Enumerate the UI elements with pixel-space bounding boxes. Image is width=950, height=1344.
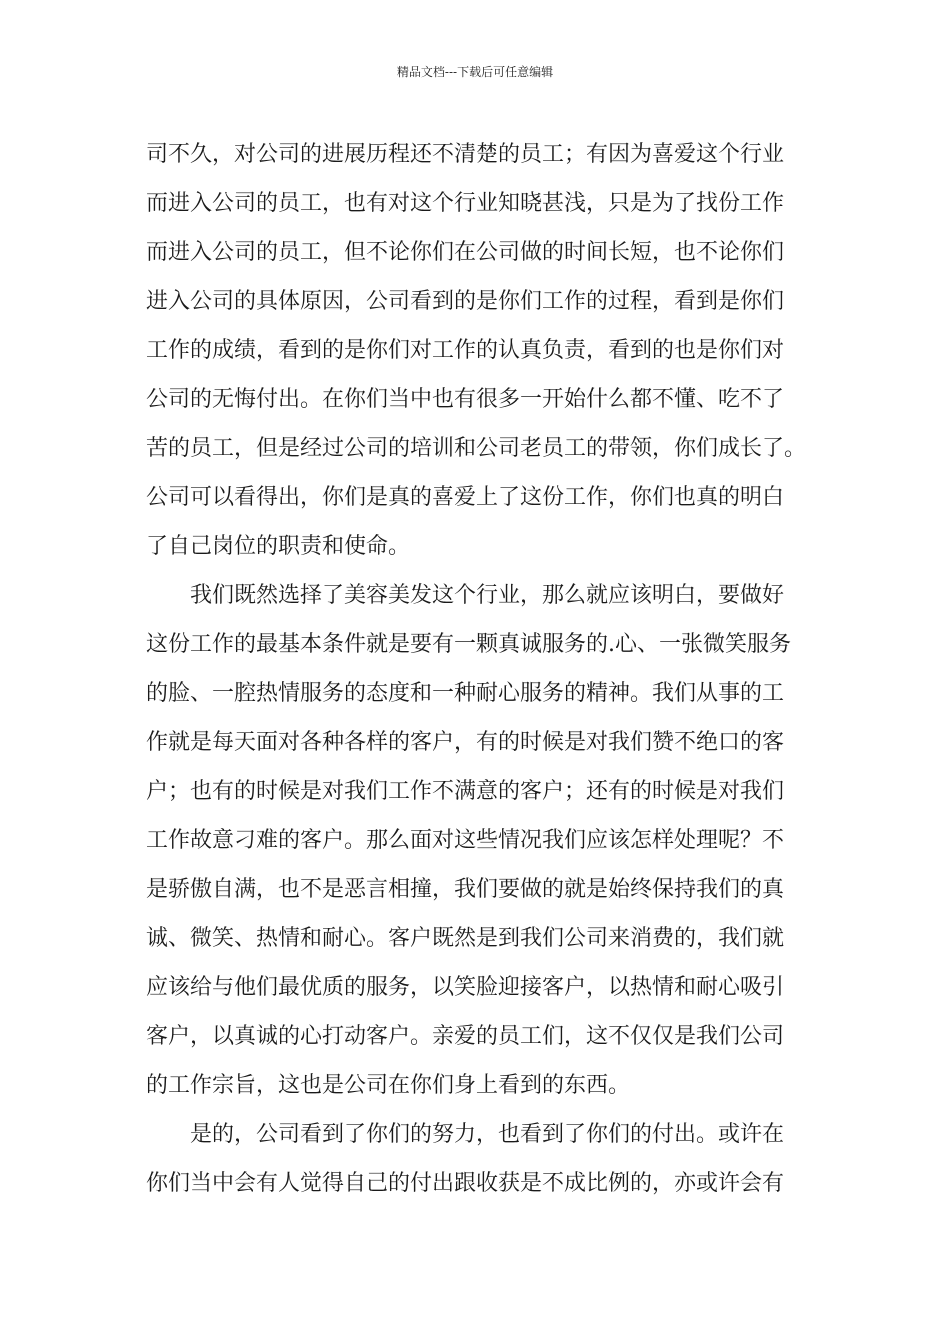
text-line: 公司可以看得出，你们是真的喜爱上了这份工作，你们也真的明白: [146, 485, 785, 510]
paragraph-3: [146, 1110, 816, 1208]
text-line: 应该给与他们最优质的服务，以笑脸迎接客户，以热情和耐心吸引: [146, 975, 785, 1000]
text-line: 是的，公司看到了你们的努力，也看到了你们的付出。或许在: [190, 1122, 785, 1147]
text-line: 客户，以真诚的心打动客户。亲爱的员工们，这不仅仅是我们公司: [146, 1024, 785, 1049]
text-line: 你们当中会有人觉得自己的付出跟收获是不成比例的，亦或许会有: [146, 1171, 785, 1196]
text-line: 诚、微笑、热情和耐心。客户既然是到我们公司来消费的，我们就: [146, 926, 785, 951]
text-line: 的脸、一腔热情服务的态度和一种耐心服务的精神。我们从事的工: [146, 681, 785, 706]
text-line: 司不久，对公司的进展历程还不清楚的员工；有因为喜爱这个行业: [146, 142, 785, 167]
text-line: 苦的员工，但是经过公司的培训和公司老员工的带领，你们成长了。: [146, 436, 807, 461]
paragraph-2: [146, 571, 816, 1110]
text-line: 工作的成绩，看到的是你们对工作的认真负责，看到的也是你们对: [146, 338, 785, 363]
text-line: 是骄傲自满，也不是恶言相撞，我们要做的就是始终保持我们的真: [146, 877, 785, 902]
paragraph-1: [146, 130, 816, 571]
text-line: 户；也有的时候是对我们工作不满意的客户；还有的时候是对我们: [146, 779, 785, 804]
text-line: 作就是每天面对各种各样的客户，有的时候是对我们赞不绝口的客: [146, 730, 785, 755]
page-header: 精品文档---下载后可任意编辑: [396, 65, 554, 79]
text-line: 而进入公司的员工，也有对这个行业知晓甚浅，只是为了找份工作: [146, 191, 785, 216]
text-line: 工作故意刁难的客户。那么面对这些情况我们应该怎样处理呢？不: [146, 828, 785, 853]
document-body: [146, 130, 816, 1208]
text-line: 了自己岗位的职责和使命。: [146, 534, 411, 559]
text-line: 进入公司的具体原因，公司看到的是你们工作的过程，看到是你们: [146, 289, 785, 314]
text-line: 而进入公司的员工，但不论你们在公司做的时间长短，也不论你们: [146, 240, 785, 265]
text-line: 的工作宗旨，这也是公司在你们身上看到的东西。: [146, 1073, 631, 1098]
text-line: 我们既然选择了美容美发这个行业，那么就应该明白，要做好: [190, 583, 785, 608]
text-line: 公司的无悔付出。在你们当中也有很多一开始什么都不懂、吃不了: [146, 387, 785, 412]
text-line: 这份工作的最基本条件就是要有一颗真诚服务的.心、一张微笑服务: [146, 632, 791, 657]
